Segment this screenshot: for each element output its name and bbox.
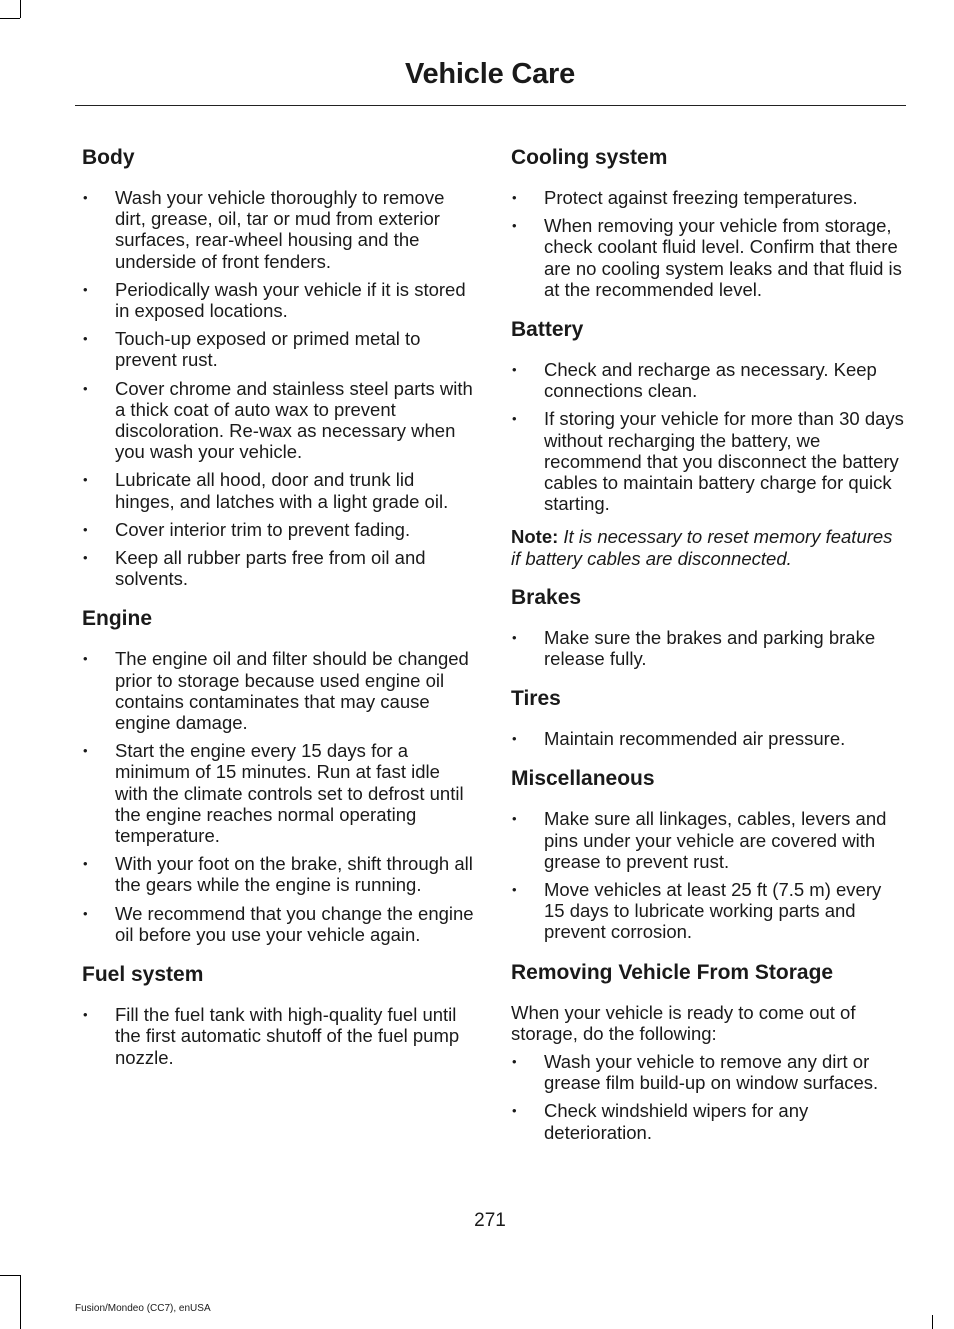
list-item: • Start the engine every 15 days for a minimum of 15 minutes. Run at fast idle with the climate controls set to defrost until the engine reaches normal operating temperature. — [82, 740, 474, 846]
section-heading-cooling-system: Cooling system — [511, 146, 668, 169]
note-label: Note: — [511, 526, 559, 548]
cooling-list — [511, 187, 905, 300]
footer-model: Fusion/Mondeo (CC7), enUSA — [75, 1303, 211, 1314]
section-heading-battery: Battery — [511, 318, 584, 342]
list-item: • Wash your vehicle thoroughly to remove dirt, grease, oil, tar or mud from exterior surfaces, rear-wheel housing and the underside of front fenders. — [82, 187, 474, 272]
list-item: • When removing your vehicle from storage, check coolant fluid level. Confirm that there are no cooling system leaks and that fluid is at the recommended level. — [511, 215, 905, 300]
battery-note — [511, 526, 905, 568]
list-item: • With your foot on the brake, shift through all the gears while the engine is running. — [82, 853, 474, 895]
brakes-list — [511, 627, 905, 669]
section-heading-body: Body — [82, 146, 135, 169]
list-item: • Lubricate all hood, door and trunk lid hinges, and latches with a light grade oil. — [82, 469, 474, 511]
list-item: • Protect against freezing temperatures. — [511, 187, 905, 208]
removing-intro: When your vehicle is ready to come out of storage, do the following: — [511, 1001, 856, 1044]
tires-list — [511, 728, 905, 749]
misc-list — [511, 808, 905, 942]
list-item: • Cover chrome and stainless steel parts with a thick coat of auto wax to prevent discoloration. Re-wax as necessary when you wash your vehicle. — [82, 378, 474, 463]
crop-mark — [0, 18, 20, 19]
list-item: • Touch-up exposed or primed metal to prevent rust. — [82, 328, 474, 370]
crop-mark — [0, 1275, 20, 1276]
list-item: • Keep all rubber parts free from oil and solvents. — [82, 547, 474, 589]
list-item: • Cover interior trim to prevent fading. — [82, 519, 474, 540]
list-item: • Check and recharge as necessary. Keep connections clean. — [511, 359, 905, 401]
section-heading-removing-vehicle-from-storage: Removing Vehicle From Storage — [511, 960, 834, 984]
list-item: • Maintain recommended air pressure. — [511, 728, 905, 749]
left-column — [82, 145, 474, 1085]
section-heading-engine: Engine — [82, 607, 153, 631]
list-item: • Check windshield wipers for any deterioration. — [511, 1100, 905, 1142]
fuel-list — [82, 1004, 474, 1068]
battery-list — [511, 359, 905, 514]
list-item: • We recommend that you change the engine oil before you use your vehicle again. — [82, 903, 474, 945]
list-item: • Make sure the brakes and parking brake release fully. — [511, 627, 905, 669]
list-item: • Wash your vehicle to remove any dirt or grease film build-up on window surfaces. — [511, 1051, 905, 1093]
page-number: 271 — [474, 1210, 506, 1231]
engine-list — [82, 648, 474, 945]
crop-mark — [20, 0, 21, 18]
note-text: It is necessary to reset memory features if battery cables are disconnected. — [511, 526, 893, 569]
list-item: • Make sure all linkages, cables, levers and pins under your vehicle are covered with grease to prevent rust. — [511, 808, 905, 872]
list-item: • Fill the fuel tank with high-quality fuel until the first automatic shutoff of the fuel pump nozzle. — [82, 1004, 474, 1068]
list-item: • If storing your vehicle for more than 30 days without recharging the battery, we recommend that you disconnect the battery cables to maintain battery charge for quick starting. — [511, 408, 905, 514]
right-column — [511, 145, 905, 1160]
list-item: • Move vehicles at least 25 ft (7.5 m) every 15 days to lubricate working parts and prevent corrosion. — [511, 879, 905, 943]
section-heading-brakes: Brakes — [511, 585, 582, 609]
crop-mark — [932, 1315, 933, 1329]
section-heading-tires: Tires — [511, 687, 561, 711]
title-divider — [75, 105, 906, 106]
section-heading-fuel-system: Fuel system — [82, 963, 204, 987]
crop-mark — [20, 1275, 21, 1329]
list-item: • The engine oil and filter should be changed prior to storage because used engine oil contains contaminates that may cause engine damage. — [82, 648, 474, 733]
list-item: • Periodically wash your vehicle if it is stored in exposed locations. — [82, 279, 474, 321]
removing-list — [511, 1051, 905, 1143]
page-title: Vehicle Care — [404, 58, 576, 90]
body-list — [82, 187, 474, 589]
section-heading-miscellaneous: Miscellaneous — [511, 767, 655, 791]
